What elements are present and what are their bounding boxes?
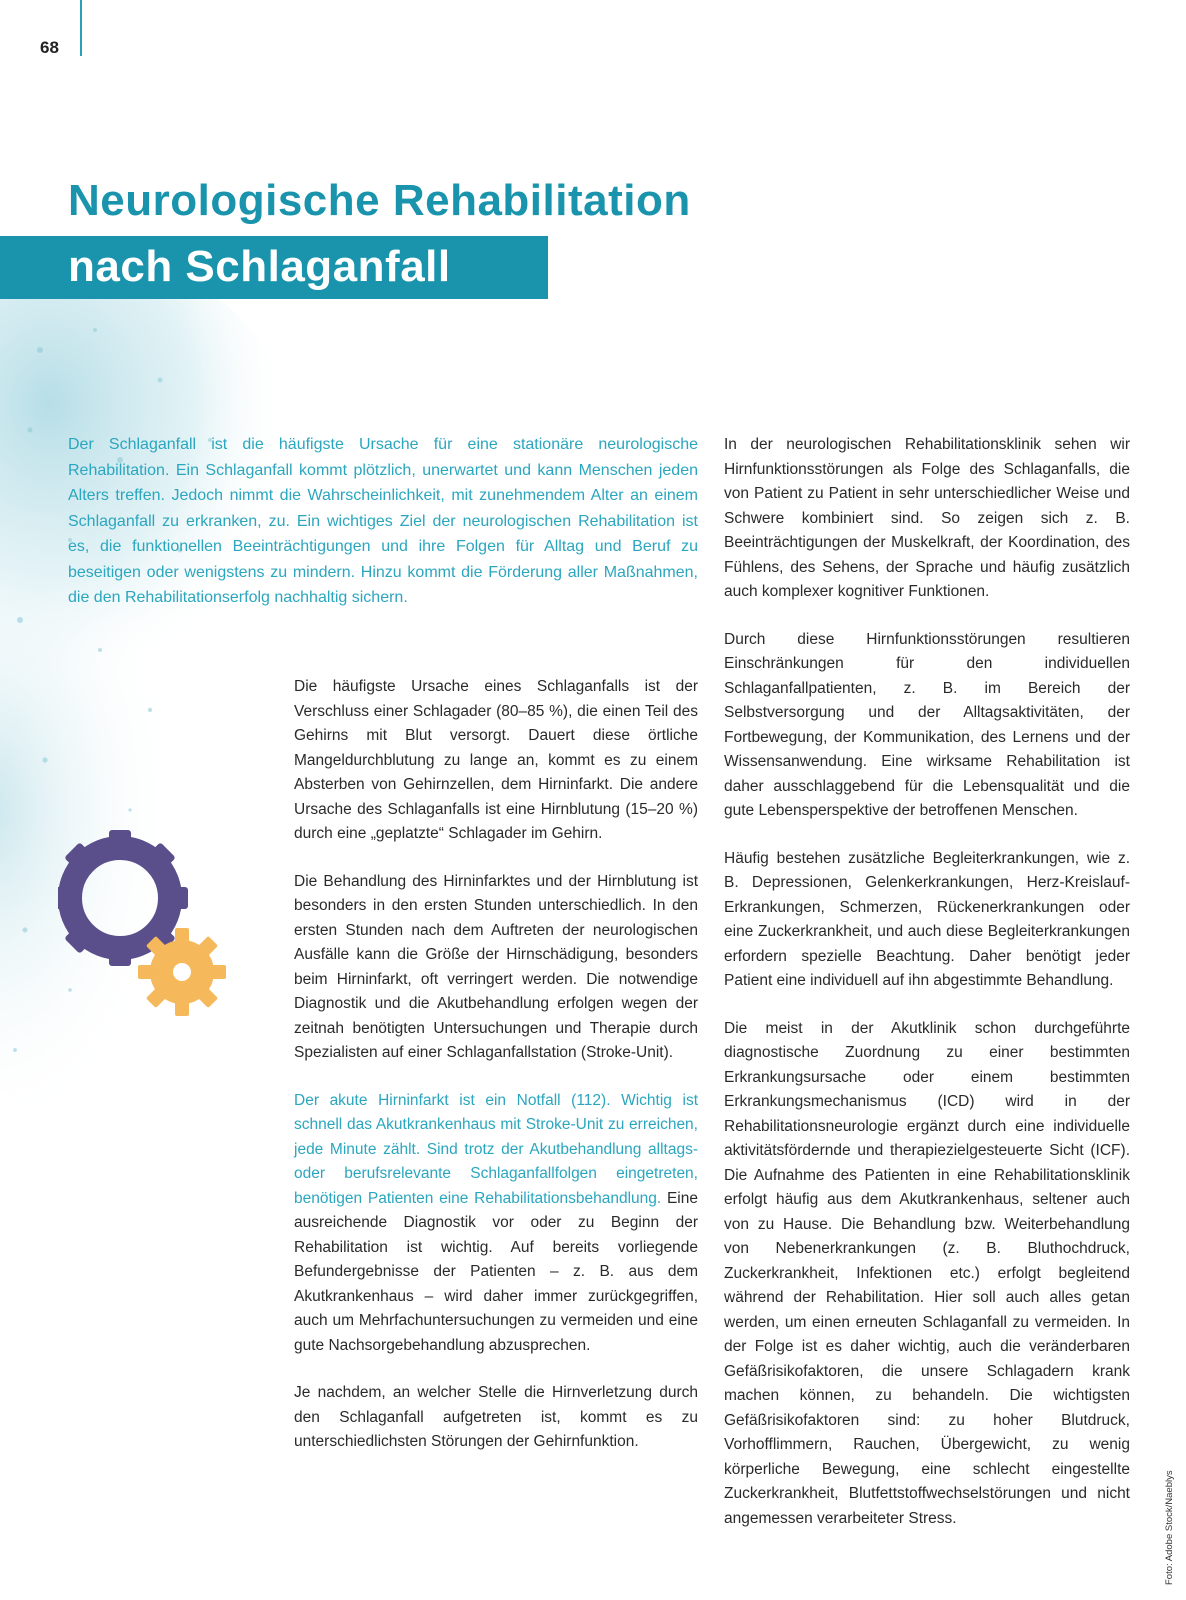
left-paragraph-2: Die Behandlung des Hirninfarktes und der Hirnblutung ist besonders in den ersten Stunden unterschiedlich. In den ersten Stunden nach dem Auftreten der neurologischen Ausfälle kann die Größe der Hirnschädigung, besonders beim Hirninfarkt, oft verringert werden. Die notwendige Diagnostik und die Akutbehandlung erfolgen wegen der zeitnah benötigten Untersuchungen und Therapie durch Spezialisten auf einer Schlaganfallstation (Stroke-Unit). xyxy=(294,872,698,1061)
page-title-line1: Neurologische Rehabilitation xyxy=(68,176,691,225)
page-rule xyxy=(80,0,82,56)
photo-credit: Foto: Adobe Stock/Naeblys xyxy=(1164,1470,1175,1585)
right-paragraph-1: In der neurologischen Rehabilitationsklinik sehen wir Hirnfunktionsstörungen als Folge des Schlaganfalls, die von Patient zu Patient in sehr unterschiedlicher Weise und Schwere kombiniert sind. So zeigen sich z. B. Beeinträchtigungen der Muskelkraft, der Koordination, des Fühlens, des Sehens, der Sprache und häufig zusätzlich auch komplexer kognitiver Funktionen. xyxy=(724,436,1130,600)
right-paragraph-2: Durch diese Hirnfunktionsstörungen resultieren Einschränkungen für den individuellen Schlaganfallpatienten, z. B. im Bereich der Selbstversorgung und der Alltagsaktivitäten, der Fortbewegung, der Kommunikation, des Lernens und der Wissensanwendung. Eine wirksame Rehabilitation ist daher ausschlaggebend für die Lebensqualität und die gute Lebensperspektive der betroffenen Menschen. xyxy=(724,630,1130,819)
gears-illustration xyxy=(58,820,258,1035)
left-paragraph-1: Die häufigste Ursache eines Schlaganfalls ist der Verschluss einer Schlagader (80–85 %), die einen Teil des Gehirns mit Blut versorgt. Dauert diese örtliche Mangeldurchblutung zu lange an, kommt es zu einem Absterben von Gehirnzellen, dem Hirninfarkt. Die andere Ursache des Schlaganfalls ist eine Hirnblutung (15–20 %) durch eine „geplatzte“ Schlagader im Gehirn. xyxy=(294,678,699,842)
left-column xyxy=(294,675,698,1478)
right-column xyxy=(724,433,1130,1554)
right-paragraph-3: Häufig bestehen zusätzliche Begleiterkrankungen, wie z. B. Depressionen, Gelenkerkrankungen, Herz-Kreislauf-Erkrankungen, Schmerzen, Rückenerkrankungen oder eine Zuckerkrankheit, und auch diese Begleiterkrankungen erfordern spezielle Beachtung. Daher benötigt jeder Patient eine individuell auf ihn abgestimmte Behandlung. xyxy=(724,849,1130,989)
left-paragraph-3: Der akute Hirninfarkt ist ein Notfall (112). Wichtig ist schnell das Akutkrankenhaus mit Stroke-Unit zu erreichen, jede Minute zählt. Sind trotz der Akutbehandlung alltags- oder berufsrelevante Schlaganfallfolgen eingetreten, benötigen Patienten eine Rehabilitationsbehandlung. Eine ausreichende Diagnostik vor oder zu Beginn der Rehabilitation ist wichtig. Auf bereits vorliegende Befundergebnisse der Patienten – z. B. aus dem Akutkrankenhaus – wird daher immer zurückgegriffen, auch um Mehrfachuntersuchungen zu vermeiden und eine gute Nachsorgebehandlung abzusprechen. xyxy=(294,1091,698,1354)
term-hirninfarkt: Hirninfarkt. xyxy=(538,776,614,793)
page-number: 68 xyxy=(40,38,59,57)
emergency-highlight: Der akute Hirninfarkt ist ein Notfall (112). Wichtig ist schnell das Akutkrankenhaus mit Stroke-Unit zu erreichen, jede Minute zählt. Sind trotz der Akutbehandlung alltags- oder berufsrelevante Schlaganfallfolgen eingetreten, benötigen Patienten eine Rehabilitationsbehandlung. xyxy=(294,1091,698,1207)
left-paragraph-4: Je nachdem, an welcher Stelle die Hirnverletzung durch den Schlaganfall aufgetreten ist, kommt es zu unterschiedlichsten Störungen der Gehirnfunktion. xyxy=(294,1384,698,1450)
term-hirnblutung: Hirnblutung xyxy=(540,800,620,818)
small-gear-icon xyxy=(138,928,226,1016)
right-paragraph-4: Die meist in der Akutklinik schon durchgeführte diagnostische Zuordnung zu einer bestimmten Erkrankungsursache oder einem bestimmten Erkrankungsmechanismus (ICD) wird in der Rehabilitationsneurologie ergänzt durch eine individuelle aktivitätsfördernde und therapiezielgesteuerte Sicht (ICF). Die Aufnahme des Patienten in eine Rehabilitationsklinik erfolgt häufig aus dem Akutkrankenhaus, seltener auch von zu Hause. Die Behandlung bzw. Weiterbehandlung von Nebenerkrankungen (z. B. Bluthochdruck, Zuckerkrankheit, Infektionen etc.) erfolgt begleitend während der Rehabilitation. Hier soll auch alles getan werden, um einen erneuten Schlaganfall zu vermeiden. In der Folge ist es daher wichtig, auch die veränderbaren Gefäßrisikofaktoren, die unsere Schlagadern krank machen können, zu behandeln. Die wichtigsten Gefäßrisikofaktoren sind: zu hoher Blutdruck, Vorhofflimmern, Rauchen, Übergewicht, zu wenig körperliche Bewegung, eine schlecht eingestellte Zuckerkrankheit, Blutfettstoffwechselstörungen und nicht angemessen verarbeiteter Stress. xyxy=(724,1019,1130,1527)
intro-paragraph: Der Schlaganfall ist die häufigste Ursache für eine stationäre neurologische Rehabilitation. Ein Schlaganfall kommt plötzlich, unerwartet und kann Menschen jeden Alters treffen. Jedoch nimmt die Wahrscheinlichkeit, mit zunehmendem Alter an einem Schlaganfall zu erkranken, zu. Ein wichtiges Ziel der neurologischen Rehabilitation ist es, die funktionellen Beeinträchtigungen und ihre Folgen für Alltag und Beruf zu beseitigen oder wenigstens zu mindern. Hinzu kommt die Förderung aller Maßnahmen, die den Rehabilitationserfolg nachhaltig sichern. xyxy=(68,436,698,606)
page-title-line2: nach Schlaganfall xyxy=(68,242,451,291)
